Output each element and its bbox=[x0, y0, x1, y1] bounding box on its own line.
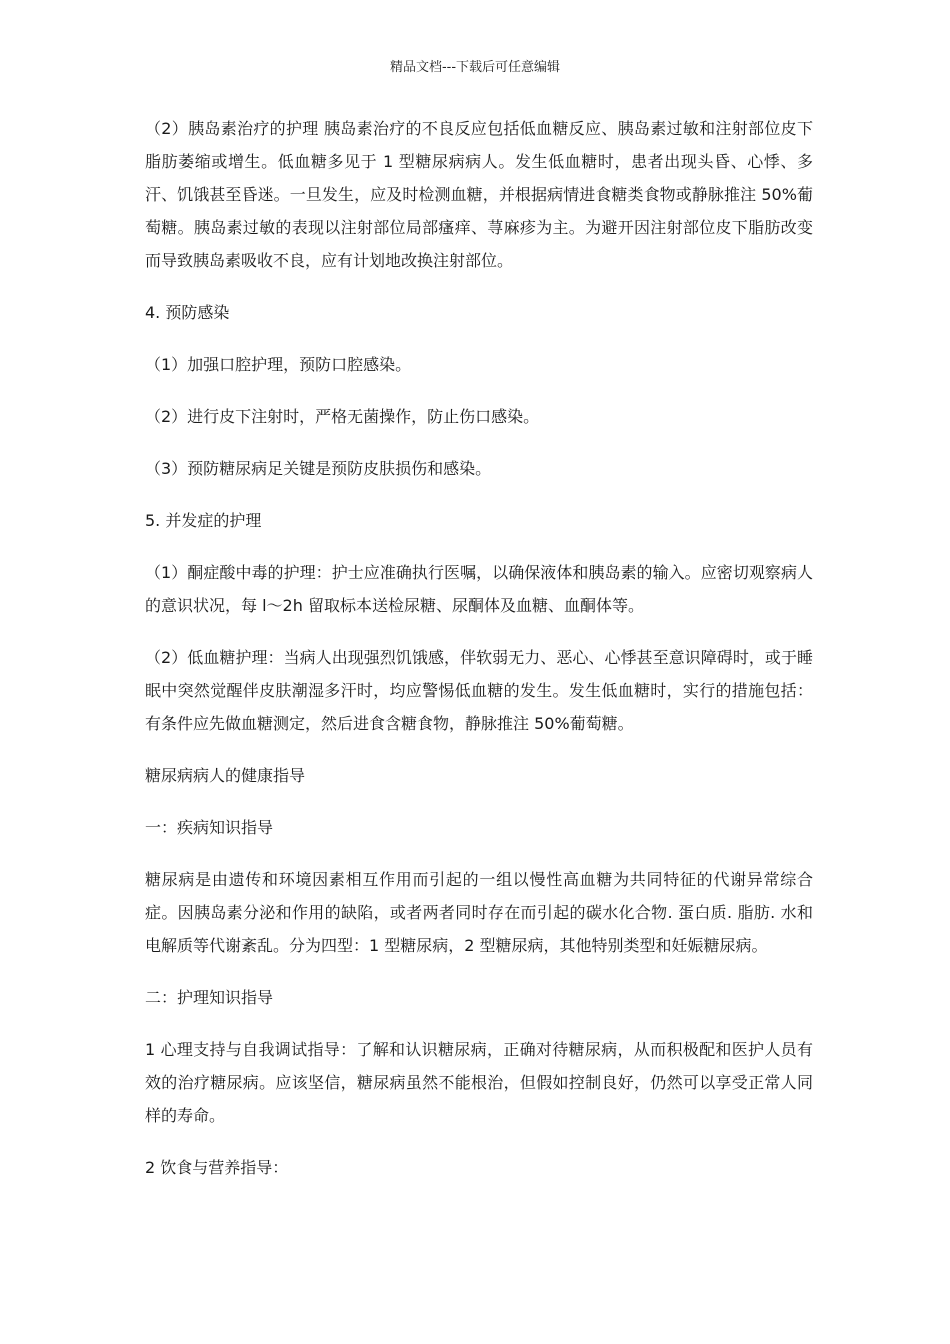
heading-prevent-infection: 4. 预防感染 bbox=[145, 303, 230, 322]
list-item-aseptic-injection: （2）进行皮下注射时，严格无菌操作，防止伤口感染。 bbox=[145, 407, 540, 426]
list-item-ketoacidosis-care: （1）酮症酸中毒的护理：护士应准确执行医嘱，以确保液体和胰岛素的输入。应密切观察病人的意识状况，每 l～2h 留取标本送检尿糖、尿酮体及血糖、血酮体等。 bbox=[145, 563, 813, 615]
list-item-diabetic-foot: （3）预防糖尿病足关键是预防皮肤损伤和感染。 bbox=[145, 459, 492, 478]
heading-health-guidance: 糖尿病病人的健康指导 bbox=[145, 766, 306, 785]
page-header: 精品文档---下载后可任意编辑 bbox=[389, 60, 561, 75]
heading-diet-nutrition: 2 饮食与营养指导： bbox=[145, 1158, 289, 1177]
paragraph-psychological-support: 1 心理支持与自我调试指导：了解和认识糖尿病，正确对待糖尿病，从而积极配和医护人员有效的治疗糖尿病。应该坚信，糖尿病虽然不能根治，但假如控制良好，仍然可以享受正常人同样的寿命。 bbox=[145, 1040, 813, 1125]
list-item-oral-care: （1）加强口腔护理，预防口腔感染。 bbox=[145, 355, 412, 374]
list-item-hypoglycemia-care: （2）低血糖护理：当病人出现强烈饥饿感，伴软弱无力、恶心、心悸甚至意识障碍时，或于睡眠中突然觉醒伴皮肤潮湿多汗时，均应警惕低血糖的发生。发生低血糖时，实行的措施包括：有条件应先做血糖测定，然后进食含糖食物，静脉推注 50%葡萄糖。 bbox=[145, 648, 813, 733]
paragraph-diabetes-definition: 糖尿病是由遗传和环境因素相互作用而引起的一组以慢性高血糖为共同特征的代谢异常综合症。因胰岛素分泌和作用的缺陷，或者两者同时存在而引起的碳水化合物. 蛋白质. 脂肪. 水和电解质等代谢紊乱。分为四型：1 型糖尿病，2 型糖尿病，其他特别类型和妊娠糖尿病。 bbox=[145, 870, 813, 955]
heading-disease-knowledge: 一：疾病知识指导 bbox=[145, 818, 274, 837]
paragraph-insulin-care: （2）胰岛素治疗的护理 胰岛素治疗的不良反应包括低血糖反应、胰岛素过敏和注射部位皮下脂肪萎缩或增生。低血糖多见于 1 型糖尿病病人。发生低血糖时，患者出现头昏、心悸、多汗、饥饿甚至昏迷。一旦发生，应及时检测血糖，并根据病情进食糖类食物或静脉推注 50%葡萄糖。胰岛素过敏的表现以注射部位局部瘙痒、荨麻疹为主。为避开因注射部位皮下脂肪改变而导致胰岛素吸收不良，应有计划地改换注射部位。 bbox=[145, 119, 813, 270]
heading-nursing-knowledge: 二：护理知识指导 bbox=[145, 988, 274, 1007]
heading-complication-care: 5. 并发症的护理 bbox=[145, 511, 262, 530]
document-body bbox=[145, 112, 813, 1203]
